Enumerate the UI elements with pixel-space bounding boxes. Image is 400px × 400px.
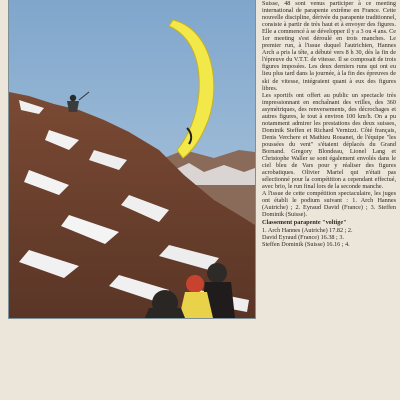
article-paragraph: Les sportifs ont offert au public un spectacle très impressionnant en enchaînant des vrilles, des 360 asymétriques, des renversements, des décrochages et autres figures, le tout à environ 100 km/h. On a pu notamment admirer les prestations des deux suisses, Dominik Steffen et Richard Vernizzi. Côté français, Denis Verchere et Mathieu Rouanet, de l'équipe "les poussées du vent" s'étaient déplacés du Grand Bornand. Gregory Blondeau, Lionel Lang et Christophe Waller se sont également envolés dans le ciel bleu de Vars pour y réaliser des figures acrobatiques. Olivier Martel qui n'était pas sélectionné pour la compétition a cependant effectué, avec brio, le run final lors de la seconde manche. [262,91,396,191]
results-line: 1. Arch Hannes (Autriche) 17.82 ; 2. [262,226,353,234]
article-paragraph: Suisse, 48 sont venus participer à ce meeting international de parapente extrême en France. Cette nouvelle discipline, dérivée du parapente traditionnel, consiste à partir de très haut et à envoyer des figures. Elle a commencé à se développer il y a 3 ou 4 ans. Ce 1er meeting s'est déroulé en trois manches. Le premier run, à l'issue duquel l'autrichien, Hannes Arch a pris la tête, a débuté vers 8 h 30, dès la fin de l'épreuve du V.T.T. de vitesse. Il se composait de trois figures imposées. Les deux derniers runs qui ont eu lieu plus tard dans la journée, à la fin des épreuves de ski de vitesse, intégraient quant à eux des figures libres. [262,0,396,92]
results-line: David Eyraud (France) 16.38 ; 3. [262,233,344,241]
results-title: Classement parapente "voltige" [262,219,347,227]
paraglider-photo [9,0,255,318]
article-column [262,0,396,400]
photo-illustration [9,0,255,318]
results-line: Steffen Dominik (Suisse) 16.16 ; 4. [262,240,350,248]
article-paragraph: A l'issue de cette compétition spectaculaire, les juges ont établi le podium suivant : 1. Arch Hannes (Autriche) ; 2. Eyraud David (France) ; 3. Steffen Dominik (Suisse). [262,190,396,219]
